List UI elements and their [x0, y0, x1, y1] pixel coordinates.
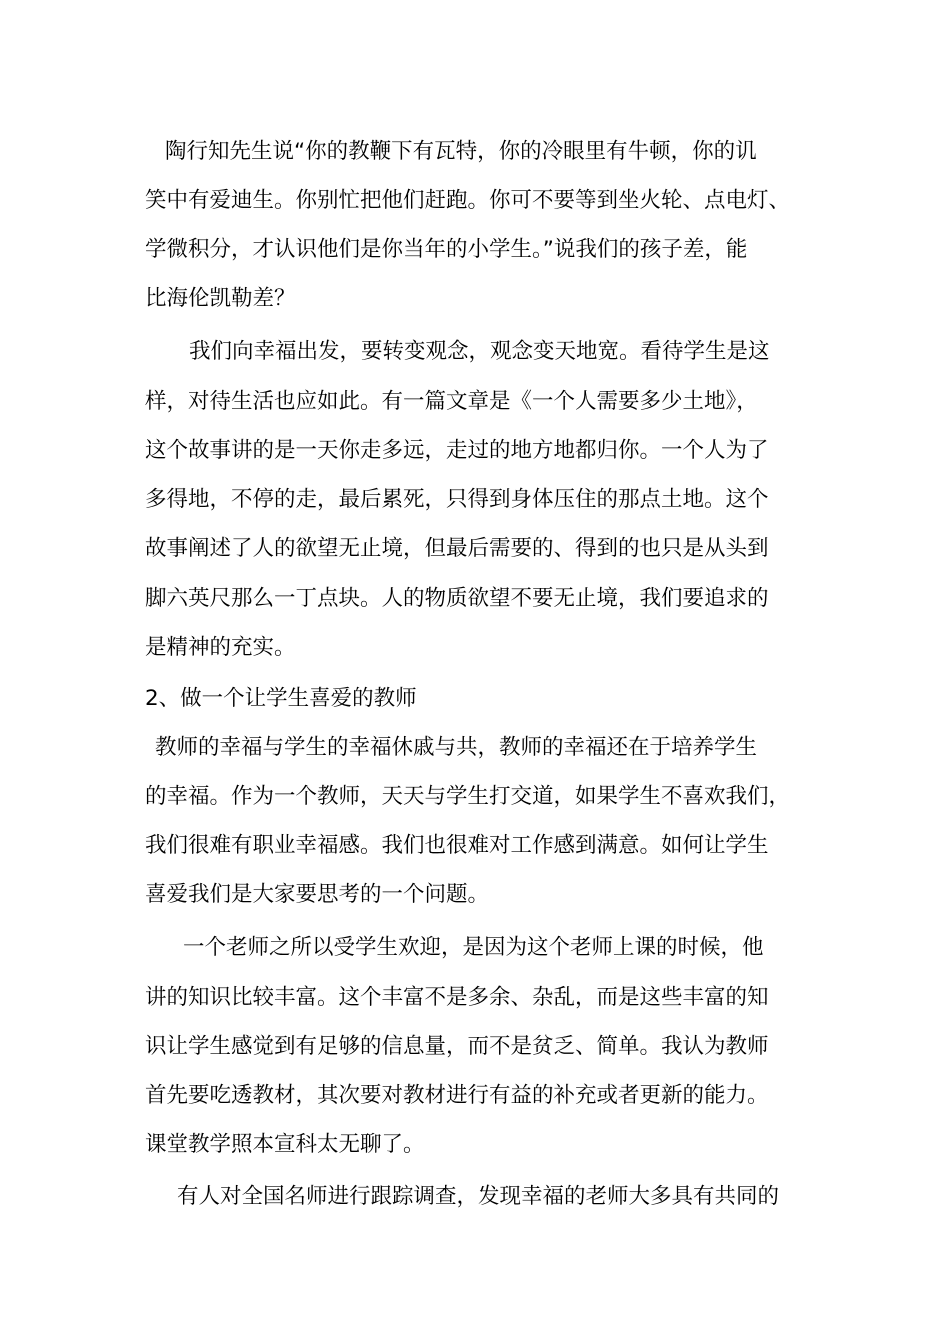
text-line: 喜爱我们是大家要思考的一个问题。	[145, 882, 490, 907]
text-line: 学微积分，才认识他们是你当年的小学生。”说我们的孩子差，能	[145, 237, 748, 262]
text-line: 笑中有爱迪生。你别忙把他们赶跑。你可不要等到坐火轮、点电灯、	[145, 188, 791, 213]
text-line: 的幸福。作为一个教师，天天与学生打交道，如果学生不喜欢我们，	[145, 784, 791, 809]
text-line: 我们向幸福出发，要转变观念，观念变天地宽。看待学生是这	[189, 339, 770, 364]
text-line: 比海伦凯勒差？	[145, 286, 296, 311]
text-line: 有人对全国名师进行跟踪调查，发现幸福的老师大多具有共同的	[177, 1184, 780, 1209]
text-line: 一个老师之所以受学生欢迎，是因为这个老师上课的时候，他	[183, 935, 764, 960]
section-heading: 2、做一个让学生喜爱的教师	[145, 686, 417, 711]
text-line: 陶行知先生说“你的教鞭下有瓦特，你的冷眼里有牛顿，你的讥	[165, 139, 757, 164]
text-line: 样，对待生活也应如此。有一篇文章是《一个人需要多少土地》，	[145, 389, 758, 414]
text-line: 识让学生感觉到有足够的信息量，而不是贫乏、简单。我认为教师	[145, 1034, 769, 1059]
text-line: 课堂教学照本宣科太无聊了。	[145, 1132, 425, 1157]
text-line: 多得地，不停的走，最后累死，只得到身体压住的那点土地。这个	[145, 487, 769, 512]
text-line: 脚六英尺那么一丁点块。人的物质欲望不要无止境，我们要追求的	[145, 586, 769, 611]
text-line: 讲的知识比较丰富。这个丰富不是多余、杂乱，而是这些丰富的知	[145, 985, 769, 1010]
text-line: 教师的幸福与学生的幸福休戚与共，教师的幸福还在于培养学生	[155, 735, 758, 760]
text-line: 首先要吃透教材，其次要对教材进行有益的补充或者更新的能力。	[145, 1083, 769, 1108]
text-line: 故事阐述了人的欲望无止境，但最后需要的、得到的也只是从头到	[145, 536, 769, 561]
text-line: 是精神的充实。	[145, 635, 296, 660]
text-line: 这个故事讲的是一天你走多远，走过的地方地都归你。一个人为了	[145, 438, 769, 463]
text-line: 我们很难有职业幸福感。我们也很难对工作感到满意。如何让学生	[145, 833, 769, 858]
